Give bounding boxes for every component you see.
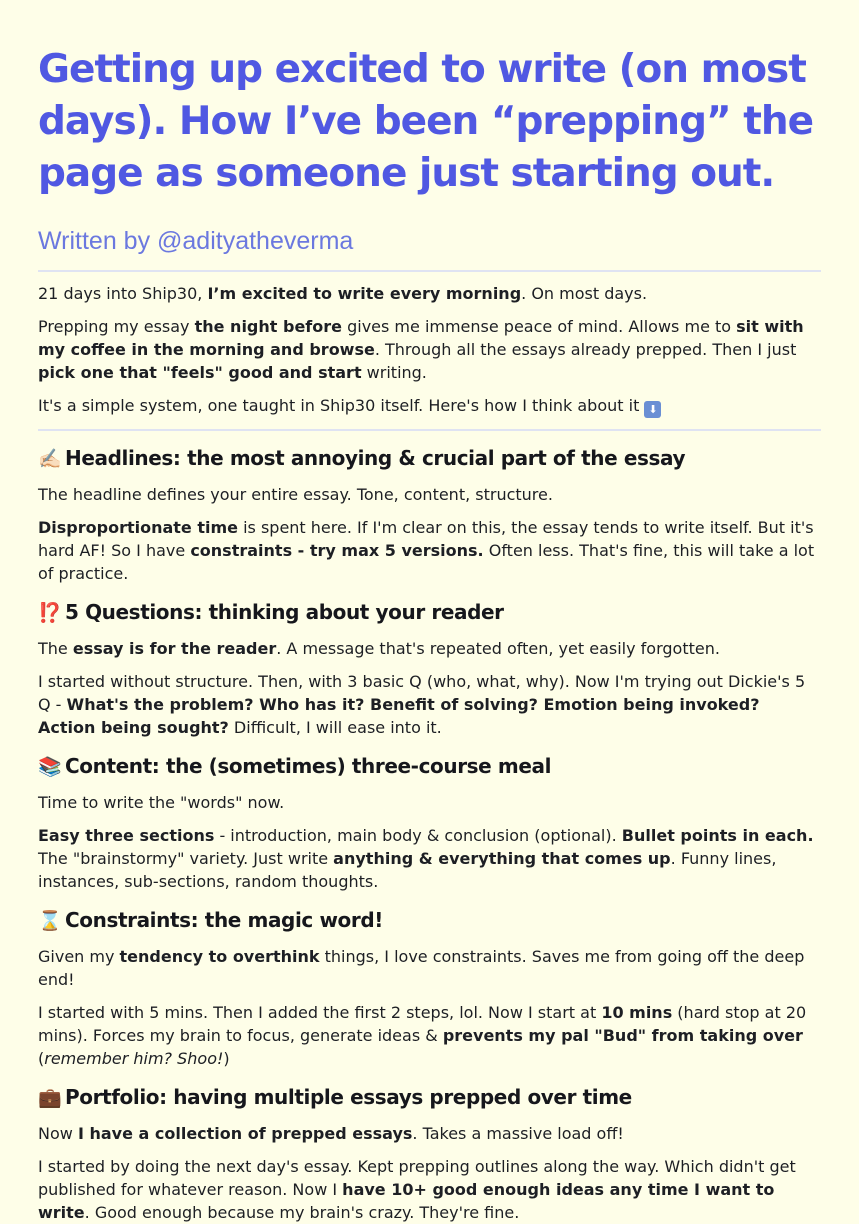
sections-container [38, 445, 821, 1224]
books-icon: 📚 [38, 756, 62, 778]
section-heading-text: Content: the (sometimes) three-course meal [65, 754, 552, 778]
intro-section [38, 282, 821, 418]
bold-text: Disproportionate time [38, 518, 238, 537]
section-heading [38, 445, 821, 472]
section-heading [38, 599, 821, 626]
section-heading [38, 753, 821, 780]
paragraph [38, 670, 821, 739]
text-run: . Good enough because my brain's crazy. They're fine. [84, 1203, 520, 1222]
italic-text: remember him? Shoo! [44, 1049, 224, 1068]
text-run: Now [38, 1124, 78, 1143]
hourglass-icon: ⌛ [38, 910, 62, 932]
bold-text: I have a collection of prepped essays [77, 1124, 413, 1143]
text-run: . On most days. [521, 284, 648, 303]
bold-text: prevents my pal "Bud" from taking over [442, 1026, 803, 1045]
paragraph [38, 1122, 821, 1145]
text-run: things, I love constraints. Saves me from going off the deep end! [38, 947, 805, 989]
divider [38, 270, 821, 272]
text-run: ( [38, 1049, 45, 1068]
bold-text: pick one that "feels" good and start [38, 363, 362, 382]
text-run: ) [223, 1049, 230, 1068]
section-heading-text: Portfolio: having multiple essays prepped over time [65, 1085, 632, 1109]
paragraph [38, 394, 821, 418]
text-run: writing. [361, 363, 427, 382]
author-byline: Written by @adityatheverma [38, 227, 354, 255]
text-run: The [38, 639, 73, 658]
paragraph [38, 791, 821, 814]
section-heading-text: 5 Questions: thinking about your reader [65, 600, 504, 624]
bold-text: essay is for the reader [72, 639, 277, 658]
paragraph [38, 315, 821, 384]
writing-hand-icon: ✍🏻 [38, 448, 62, 470]
paragraph [38, 945, 821, 991]
bold-text: What's the problem? Who has it? Benefit of solving? Emotion being invoked? Action being sought? [38, 695, 760, 737]
bold-text: have 10+ good enough ideas any time I want to write [38, 1180, 775, 1222]
text-run: Time to write the "words" now. [38, 793, 285, 812]
paragraph [38, 1001, 821, 1070]
bold-text: I’m excited to write every morning [207, 284, 522, 303]
text-run: . Funny lines, instances, sub-sections, random thoughts. [38, 849, 777, 891]
exclamation-question-icon: ⁉️ [38, 602, 62, 624]
divider [38, 429, 821, 431]
text-run: . Takes a massive load off! [412, 1124, 624, 1143]
bold-text: anything & everything that comes up [333, 849, 671, 868]
briefcase-icon: 💼 [38, 1087, 62, 1109]
bold-text: Bullet points in each. [621, 826, 814, 845]
text-run: . A message that's repeated often, yet easily forgotten. [276, 639, 720, 658]
paragraph [38, 637, 821, 660]
text-run: Prepping my essay [38, 317, 195, 336]
section-heading-text: Headlines: the most annoying & crucial part of the essay [65, 446, 686, 470]
text-run: I started with 5 mins. Then I added the first 2 steps, lol. Now I start at [38, 1003, 602, 1022]
page-title: Getting up excited to write (on most days). How I’ve been “prepping” the page as someone just starting out. [38, 47, 814, 196]
section-heading [38, 907, 821, 934]
text-run: is spent here. If I'm clear on this, the essay tends to write itself. But it's hard AF! So I have [38, 518, 814, 560]
text-run: It's a simple system, one taught in Ship30 itself. Here's how I think about it [38, 396, 645, 415]
text-run: gives me immense peace of mind. Allows me to [342, 317, 737, 336]
text-run: The headline defines your entire essay. Tone, content, structure. [38, 485, 553, 504]
down-arrow-button-icon: ⬇ [644, 401, 661, 418]
bold-text: tendency to overthink [119, 947, 320, 966]
text-run: (hard stop at 20 mins). Forces my brain to focus, generate ideas & [38, 1003, 807, 1045]
text-run: - introduction, main body & conclusion (optional). [214, 826, 622, 845]
bold-text: Easy three sections [38, 826, 215, 845]
bold-text: the night before [194, 317, 342, 336]
paragraph [38, 483, 821, 506]
bold-text: 10 mins [601, 1003, 673, 1022]
text-run: 21 days into Ship30, [38, 284, 208, 303]
text-run: The "brainstormy" variety. Just write [38, 849, 334, 868]
paragraph [38, 282, 821, 305]
section-heading [38, 1084, 821, 1111]
paragraph [38, 824, 821, 893]
text-run: I started without structure. Then, with 3 basic Q (who, what, why). Now I'm trying out Dickie's 5 Q - [38, 672, 806, 714]
bold-text: sit with my coffee in the morning and browse [38, 317, 804, 359]
text-run: Often less. That's fine, this will take a lot of practice. [38, 541, 815, 583]
text-run: Given my [38, 947, 120, 966]
text-run: . Through all the essays already prepped. Then I just [374, 340, 797, 359]
text-run: I started by doing the next day's essay. Kept prepping outlines along the way. Which didn't get published for whatever reason. Now I [38, 1157, 796, 1199]
bold-text: constraints - try max 5 versions. [190, 541, 484, 560]
text-run: Difficult, I will ease into it. [228, 718, 442, 737]
paragraph [38, 516, 821, 585]
paragraph [38, 1155, 821, 1224]
section-heading-text: Constraints: the magic word! [65, 908, 383, 932]
